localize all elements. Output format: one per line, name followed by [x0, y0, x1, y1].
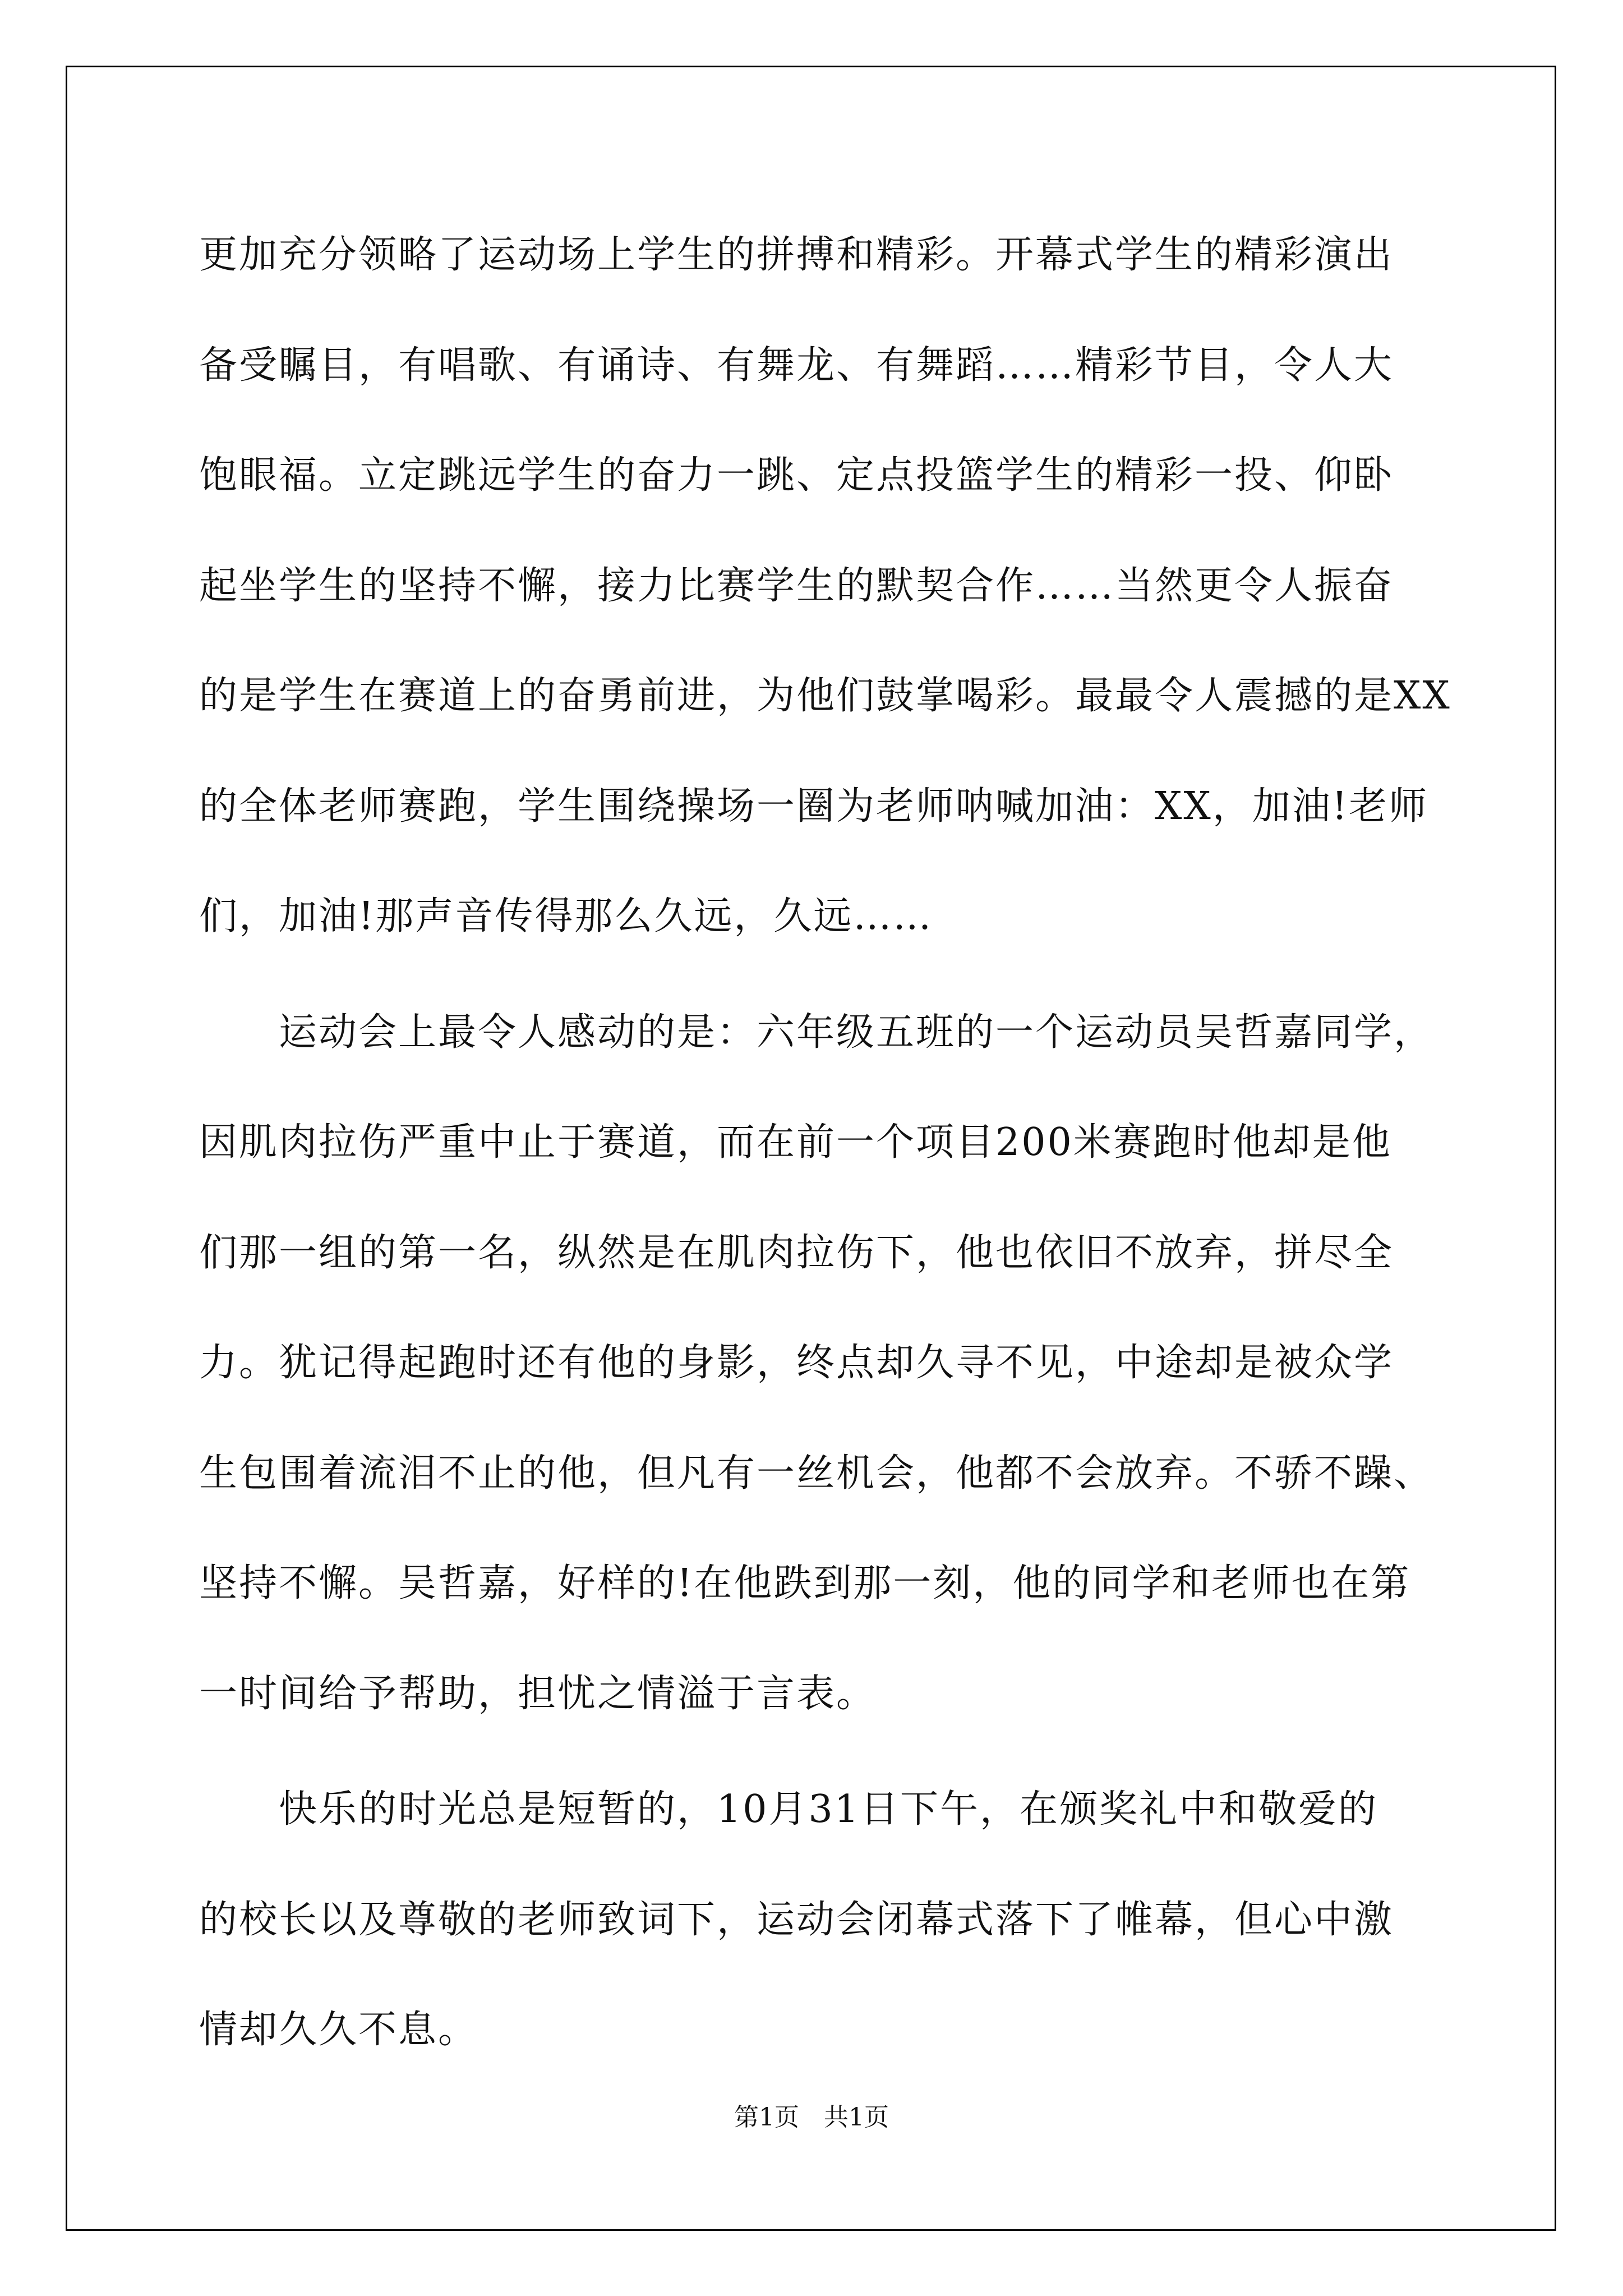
- text-line: 运动会上最令人感动的是：六年级五班的一个运动员吴哲嘉同学，: [199, 1010, 1434, 1055]
- text-line: 坚持不懈。吴哲嘉，好样的!在他跌到那一刻，他的同学和老师也在第: [199, 1561, 1411, 1605]
- paragraph-1: [199, 213, 1451, 985]
- paragraph-gap: [199, 985, 1433, 991]
- paragraph-3: [199, 1768, 1433, 2099]
- paragraph-gap: [199, 1762, 1433, 1768]
- text-line: 力。犹记得起跑时还有他的身影，终点却久寻不见，中途却是被众学: [199, 1341, 1394, 1385]
- page-footer: 第1页 共1页: [734, 2103, 889, 2132]
- document-body: [199, 213, 1451, 2099]
- text-line: 生包围着流泪不止的他，但凡有一丝机会，他都不会放弃。不骄不躁、: [199, 1451, 1434, 1496]
- text-line: 更加充分领略了运动场上学生的拼搏和精彩。开幕式学生的精彩演出: [199, 233, 1394, 277]
- text-line: 备受瞩目，有唱歌、有诵诗、有舞龙、有舞蹈……精彩节目，令人大: [199, 343, 1394, 388]
- text-line: 快乐的时光总是短暂的，10月31日下午，在颁奖礼中和敬爱的: [199, 1787, 1378, 1832]
- text-line: 因肌肉拉伤严重中止于赛道，而在前一个项目200米赛跑时他却是他: [199, 1120, 1392, 1165]
- paragraph-2: [199, 991, 1433, 1763]
- text-line: 起坐学生的坚持不懈，接力比赛学生的默契合作……当然更令人振奋: [199, 563, 1394, 608]
- text-line: 一时间给予帮助，担忧之情溢于言表。: [199, 1671, 877, 1716]
- text-line: 的校长以及尊敬的老师致词下，运动会闭幕式落下了帷幕，但心中激: [199, 1897, 1394, 1942]
- text-line: 们，加油!那声音传得那么久远，久远……: [199, 894, 933, 938]
- text-line: 的是学生在赛道上的奋勇前进，为他们鼓掌喝彩。最最令人震撼的是XX: [199, 674, 1451, 718]
- text-line: 情却久久不息。: [199, 2008, 478, 2052]
- text-line: 的全体老师赛跑，学生围绕操场一圈为老师呐喊加油：XX，加油!老师: [199, 784, 1429, 829]
- text-line: 饱眼福。立定跳远学生的奋力一跳、定点投篮学生的精彩一投、仰卧: [199, 453, 1394, 498]
- text-line: 们那一组的第一名，纵然是在肌肉拉伤下，他也依旧不放弃，拼尽全: [199, 1230, 1394, 1275]
